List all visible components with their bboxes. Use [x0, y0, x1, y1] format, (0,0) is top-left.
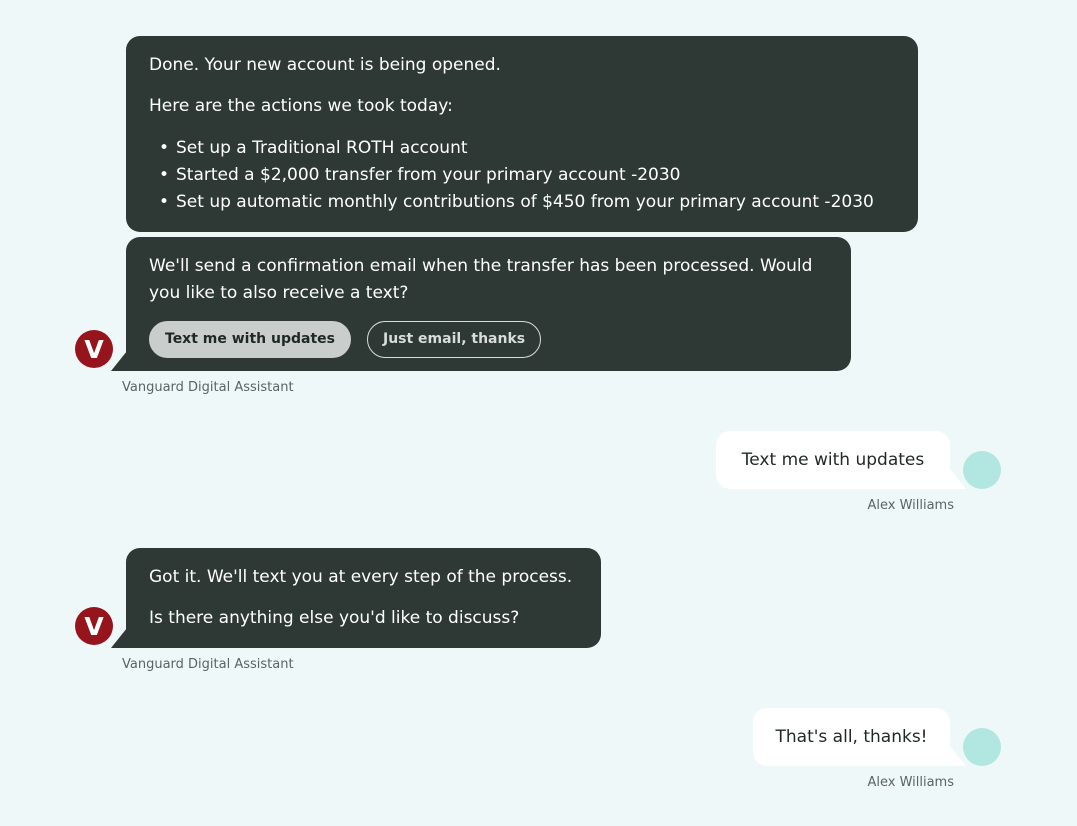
- text-me-with-updates-button[interactable]: Text me with updates: [149, 321, 351, 358]
- message-text: Text me with updates: [741, 450, 925, 470]
- list-item: • Started a $2,000 transfer from your primary account -2030: [149, 162, 895, 189]
- assistant-message-followup: [126, 548, 601, 648]
- list-item: • Set up a Traditional ROTH account: [149, 135, 895, 162]
- bubble-tail: [111, 628, 127, 648]
- user-message: [716, 431, 950, 489]
- vanguard-avatar-icon: V: [75, 607, 113, 645]
- actions-list: [149, 135, 895, 216]
- sender-name: Vanguard Digital Assistant: [122, 380, 294, 395]
- message-text: Here are the actions we took today:: [149, 96, 453, 116]
- list-item: • Set up automatic monthly contributions of $450 from your primary account -2030: [149, 189, 895, 216]
- bubble-tail: [111, 351, 127, 371]
- just-email-button[interactable]: Just email, thanks: [367, 321, 541, 358]
- message-text: We'll send a confirmation email when the transfer has been processed. Would you like to also receive a text?: [149, 256, 813, 303]
- user-avatar: [963, 728, 1001, 766]
- assistant-message-summary: [126, 36, 918, 232]
- sender-name: Alex Williams: [867, 775, 954, 790]
- assistant-message-question: [126, 237, 851, 371]
- message-text: Done. Your new account is being opened.: [149, 55, 501, 75]
- message-text: Is there anything else you'd like to discuss?: [149, 608, 520, 628]
- message-text: That's all, thanks!: [775, 727, 928, 747]
- quick-reply-group: [149, 321, 828, 358]
- user-message: [753, 708, 950, 766]
- user-avatar: [963, 451, 1001, 489]
- sender-name: Vanguard Digital Assistant: [122, 657, 294, 672]
- vanguard-avatar-icon: V: [75, 330, 113, 368]
- sender-name: Alex Williams: [867, 498, 954, 513]
- message-text: Got it. We'll text you at every step of the process.: [149, 567, 573, 587]
